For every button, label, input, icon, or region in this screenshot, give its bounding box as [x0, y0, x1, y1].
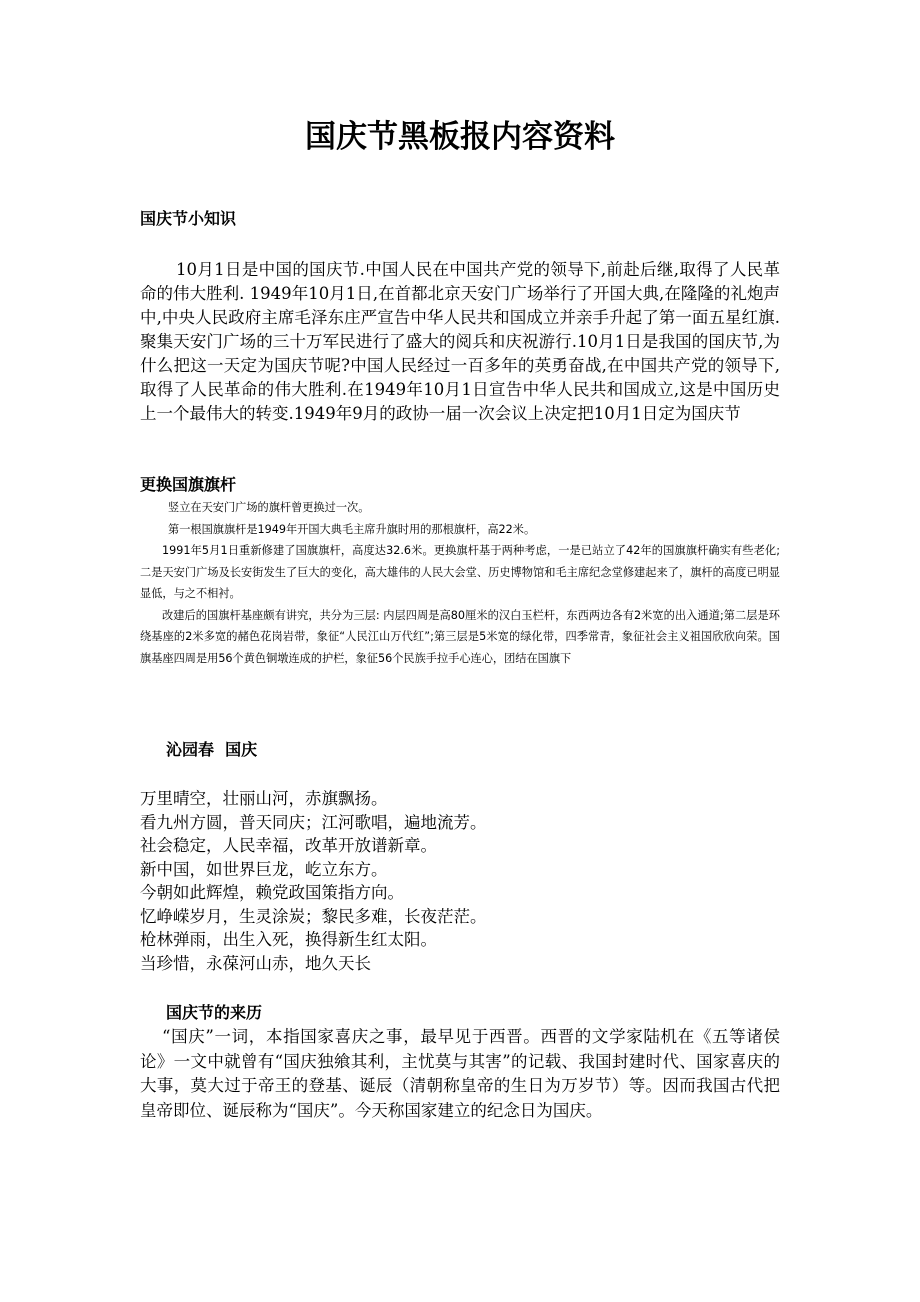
flagpole-section-body: [140, 497, 780, 669]
poem-line: 万里晴空，壮丽山河，赤旗飘扬。: [140, 789, 388, 808]
section-heading-national-day-facts: 国庆节小知识: [140, 209, 237, 228]
origin-paragraph: “国庆”一词，本指国家喜庆之事，最早见于西晋。西晋的文学家陆机在《五等诸侯论》一文中就曾有“国庆独飨其利，主忧莫与其害”的记载、我国封建时代、国家喜庆的大事，莫大过于帝王的登基、诞辰（清朝称皇帝的生日为万岁节）等。因而我国古代把皇帝即位、诞辰称为“国庆”。今天称国家建立的纪念日为国庆。: [140, 1027, 780, 1120]
section-heading-origin: 国庆节的来历: [166, 1003, 263, 1022]
flagpole-paragraph-4: 改建后的国旗杆基座颇有讲究，共分为三层: 内层四周是高80厘米的汉白玉栏杆，东西两边各有2米宽的出入通道;第二层是环绕基座的2米多宽的赭色花岗岩带，象征“人民江山万代红”;第三层是5米宽的绿化带，四季常青，象征社会主义祖国欣欣向荣。国旗基座四周是用56个黄色铜墩连成的护栏，象征56个民族手拉手心连心，团结在国旗下: [140, 608, 780, 665]
national-day-facts-paragraph: 10月1日是中国的国庆节.中国人民在中国共产党的领导下,前赴后继,取得了人民革命的伟大胜利. 1949年10月1日,在首都北京天安门广场举行了开国大典,在隆隆的礼炮声中,中央人民政府主席毛泽东庄严宣告中华人民共和国成立并亲手升起了第一面五星红旗.聚集天安门广场的三十万军民进行了盛大的阅兵和庆祝游行.10月1日是我国的国庆节,为什么把这一天定为国庆节呢?中国人民经过一百多年的英勇奋战,在中国共产党的领导下,取得了人民革命的伟大胜利.在1949年10月1日宣告中华人民共和国成立,这是中国历史上一个最伟大的转变.1949年9月的政协一届一次会议上决定把10月1日定为国庆节: [140, 260, 780, 423]
document-title: 国庆节黑板报内容资料: [305, 119, 615, 155]
poem-line: 看九州方圆，普天同庆；江河歌唱，遍地流芳。: [140, 812, 487, 832]
poem-line: 今朝如此辉煌，赖党政国策指方向。: [140, 883, 404, 902]
poem-line: 社会稳定，人民幸福，改革开放谱新章。: [140, 836, 437, 855]
poem-line: 当珍惜，永葆河山赤，地久天长: [140, 953, 371, 973]
poem-line: 枪林弹雨，出生入死，换得新生红太阳。: [140, 930, 437, 949]
flagpole-paragraph-1: 竖立在天安门广场的旗杆曾更换过一次。: [168, 501, 370, 514]
flagpole-paragraph-3: 1991年5月1日重新修建了国旗旗杆，高度达32.6米。更换旗杆基于两种考虑，一是已站立了42年的国旗旗杆确实有些老化;二是天安门广场及长安街发生了巨大的变化，高大雄伟的人民大会堂、历史博物馆和毛主席纪念堂修建起来了，旗杆的高度已明显显低，与之不相衬。: [140, 544, 780, 600]
poem-line: 新中国，如世界巨龙，屹立东方。: [140, 859, 388, 879]
poem-body: [140, 787, 780, 975]
section-heading-poem: 沁园春 国庆: [166, 740, 258, 759]
flagpole-paragraph-2: 第一根国旗旗杆是1949年开国大典毛主席升旗时用的那根旗杆，高22米。: [168, 522, 536, 536]
section-heading-flagpole: 更换国旗旗杆: [140, 475, 237, 494]
poem-line: 忆峥嵘岁月，生灵涂炭；黎民多难，长夜茫茫。: [140, 906, 487, 926]
